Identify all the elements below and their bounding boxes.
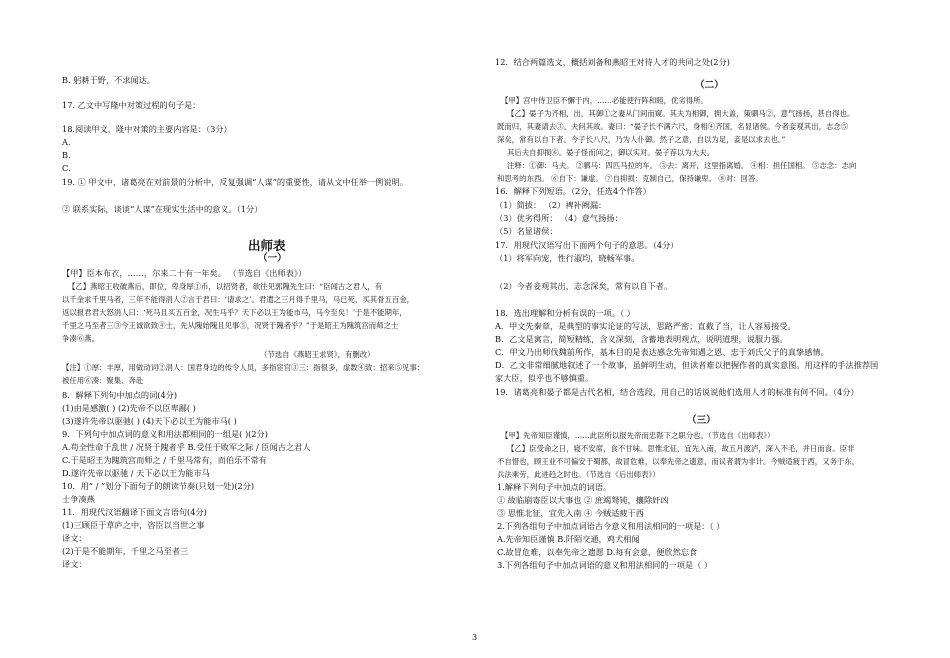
question-line: 18．选出理解和分析有误的一项。（ ） — [495, 308, 635, 318]
question-12: 12．结合两篇选文，概括刘备和燕昭王对待人才的共同之处(2分) — [495, 57, 730, 67]
answer-line-b: B. — [62, 150, 71, 160]
passage-line: 不自惜也，顾王业不可偏安于蜀都，故冒危难，以奉先帝之遗意，而议者谓为非计。今贼适疲于西，又务于东， — [497, 457, 860, 466]
question-line: C.故冒危难，以奉先帝之遗愿 D.每有会意，便欣然忘食 — [497, 547, 698, 557]
section-subtitle-2: （二） — [695, 80, 724, 91]
question-line: 19．诸葛亮和晏子都是古代名相，结合选段，用自己的话说说他们选用人才的标准有何不同。（4分） — [495, 387, 859, 397]
question-line: 10．用“ / ”划分下面句子的朗读节奏(只划一处)(2分) — [62, 481, 255, 491]
question-line: C.于是昭王为隗筑宫而师之 / 千里马常有，而伯乐不常有 — [62, 455, 267, 465]
passage-line: 兵法乘劳，此进趋之时也。（节选自《后出师表》） — [497, 470, 660, 479]
passage-note: 和思考的东西。 ⑥自下：谦虚。 ⑦自抑损：克制自己，保持谦卑。 ⑧对：回答。 — [497, 174, 763, 183]
section-subtitle-1: （一） — [258, 253, 287, 264]
question-line: 译文： — [62, 559, 87, 569]
question-line: (3)遂许先帝以驱驰( ) (4)天下必以王为能市马( ) — [62, 416, 237, 426]
question-line: 16．解释下列短语。（2分，任选4个作答） — [495, 186, 651, 196]
answer-line-a: A. — [62, 137, 71, 147]
passage-line: 争凑⑥燕。 — [62, 334, 99, 343]
passage-line: 千里之马至者三③今王诚欲致④士，先从隗始隗且见事⑤，况贤于隗者乎？”于是昭王为隗筑宫而师之士 — [62, 321, 399, 330]
question-line: (1)三顾臣于草庐之中，咨臣以当世之事 — [62, 520, 205, 530]
question-line: 17．用现代汉语写出下面两个句子的意思。（4分） — [495, 240, 679, 250]
question-line: (2)于是不能期年，千里之马至者三 — [62, 546, 189, 556]
question-line: ③ 思惟北征，宜先入南 ④ 今贼适疲于西 — [497, 508, 644, 518]
question-18-left: 18.阅读甲文，隆中对策的主要内容是：（3分） — [62, 124, 232, 134]
question-line: D.遂许先帝以驱驰 / 天下必以王为能市马 — [62, 468, 210, 478]
answer-option-b: B. 躬耕于野，不求闻达。 — [62, 75, 156, 85]
section-subtitle-3: （三） — [687, 415, 716, 426]
passage-line: 返以报君君大怒涓人曰：‘死马且买五百金，况生马乎？天下必以王为能市马，马今至矣！’于是不能期年， — [62, 308, 407, 317]
question-line: （2）今者妾观其出，志念深矣，常有以自下者。 — [495, 281, 673, 291]
question-line: （1）将军向宠，性行淑均，晓畅军事。 — [495, 253, 640, 263]
question-19-left-part1: 19. ① 甲文中，诸葛亮在对前景的分析中，反复强调“人谋”的重要性，请从文中任举一例说明。 — [62, 177, 408, 187]
passage-line: 其后夫自抑损⑥。晏子怪而问之，御以实对。晏子荐以为大夫。 — [507, 148, 714, 157]
passage-note: 【注】①厚：丰厚，用做动词②涓人：国君身边的传令人员，多指宦官③三：指很多，虚数④致：招来⑤见事： — [62, 363, 425, 372]
question-17-left: 17. 乙文中写隆中对策过程的句子是： — [62, 100, 201, 110]
question-line: B．乙文是寓言，简短精练，含义深刻，含蓄地表明观点，说明道理，说服力强。 — [495, 334, 788, 344]
question-line: 11．用现代汉语翻译下面文言语句(4分) — [62, 507, 207, 517]
passage-line: 以千金求千里马者，三年不能得涓人②言于君曰：‘请求之’。君遣之三月得千里马，马已死，买其骨五百金， — [62, 295, 415, 304]
right-column — [475, 0, 950, 658]
question-line: 译文： — [62, 533, 87, 543]
question-line: A．甲文先秦章，是典型的事实论证的写法，思路严密；直截了当，让人容易接受。 — [495, 321, 796, 331]
passage-line: 【甲】宫中侍卫臣不懈于内，……必能使行阵和睦，优劣得所。 — [501, 96, 708, 105]
question-line: 2.下列各组句子中加点词语古今意义和用法相同的一项是：（ ） — [497, 521, 725, 531]
question-line: D．乙文非常细腻地叙述了一个故事，虽鲜明生动，但读者难以把握作者的真实意图。用这样的手法推荐国 — [495, 360, 879, 370]
question-line: 8．解释下列句中加点的词(4分) — [62, 390, 178, 400]
question-line: （3）优劣得所： （4）意气扬扬： — [495, 213, 623, 223]
question-line: C．甲文乃出师伐魏前所作，基本目的是表达感念先帝知遇之恩、忠于刘氏父子的真挚感情。 — [495, 347, 829, 357]
question-19-left-part2: ② 联系实际，谈谈“人谋”在现实生活中的意义。（1分） — [62, 204, 263, 214]
question-line: 家大臣，似乎也不够慎重。 — [495, 373, 594, 383]
question-line: ① 故临崩寄臣以大事也 ② 庶竭驽钝，攘除奸凶 — [497, 495, 669, 505]
passage-line: 【乙】晏子为齐相，出，其御①之妻从门间而窥。其夫为相御，拥大盖，策驷马②，意气扬扬，甚自得也。 — [507, 109, 855, 118]
question-line: （1）简拔： （2）裨补阙漏： — [495, 200, 607, 210]
question-line: A.苟全性命于乱世 / 况贤于隗者乎 B.受任于败军之际 / 臣闻古之君人 — [62, 442, 311, 452]
question-line: A.先帝知臣谨慎 B.阡陌交通，鸡犬相闻 — [497, 534, 640, 544]
section-title: 出师表 — [248, 238, 286, 253]
question-line: 1.解释下列句子中加点的词语。 — [497, 482, 612, 492]
passage-source: （节选自《燕昭王求贤》，有删改） — [260, 350, 375, 359]
question-line: 3.下列各组句子中加点词语的意义和用法相同的一项是（ ） — [497, 560, 713, 570]
passage-line: 【甲】先帝知臣谨慎，……此臣所以报先帝而忠陛下之职分也。（节选自《出师表》） — [501, 431, 775, 440]
passage-line: 深矣，常有以自下者。今子长八尺，乃为人仆御。然子之意，自以为足，妾是以求去也。” — [497, 135, 786, 144]
question-line: 士争凑燕 — [62, 494, 95, 504]
page-number: 3 — [472, 633, 478, 642]
question-line: （5）名显诸侯： — [495, 226, 558, 236]
passage-note: 注释：①御：马夫。 ②驷马：四匹马拉的车。 ③去：离开，这里指离婚。 ④相：担任国相。 ⑤志念：志向 — [507, 161, 857, 170]
passage-line: 【乙】燕昭王收破燕后，即位，卑身厚①币，以招贤者，欲往见郭隗先生曰：“臣闻古之君人，有 — [68, 282, 383, 291]
passage-line: 既而归，其妻请去③。夫问其故。妻曰：“晏子长不满六尺，身相④齐国，名显诸侯。今者妾观其出，志念⑤ — [497, 122, 849, 131]
answer-line-c: C. — [62, 163, 71, 173]
question-line: (1)由是感激( ) (2)先帝不以臣卑鄙( ) — [62, 403, 196, 413]
question-line: 9．下列句中加点词的意义和用法都相同的一组是( )(2分) — [62, 429, 268, 439]
passage-line: 【乙】臣受命之日，寝不安席，食不甘味。思惟北征，宜先入南，故五月渡泸，深入不毛，并日而食。臣非 — [507, 444, 855, 453]
passage-note: 被任用⑥凑：聚集、奔赴 — [62, 376, 144, 385]
passage-line: 【甲】臣本布衣，……，尔来二十有一年矣。 （节选自《出师表》） — [62, 268, 307, 278]
